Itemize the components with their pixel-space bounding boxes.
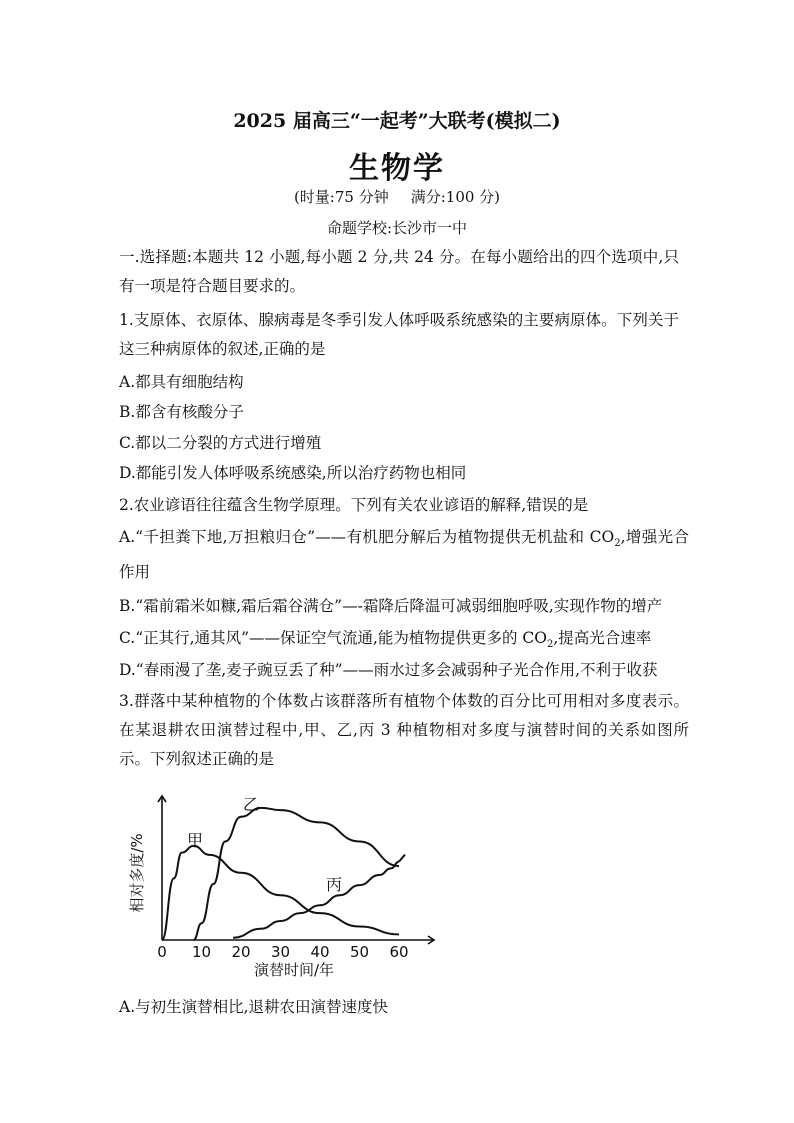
exam-info bbox=[0, 186, 794, 207]
question-3-option-a: A.与初生演替相比,退耕农田演替速度快 bbox=[119, 998, 389, 1016]
series-curve-1 bbox=[194, 808, 399, 940]
plot-area bbox=[158, 796, 434, 944]
question-2-stem: 2.农业谚语往往蕴含生物学原理。下列有关农业谚语的解释,错误的是 bbox=[119, 496, 589, 514]
question-2-option-d: D.“春雨漫了垄,麦子豌豆丢了种”——雨水过多会减弱种子光合作用,不利于收获 bbox=[119, 661, 658, 679]
x-tick-label: 0 bbox=[157, 943, 167, 961]
question-2-option-c: C.“正其行,通其风”——保证空气流通,能为植物提供更多的 $CO_2$,提高光合速率 bbox=[119, 629, 652, 651]
x-tick-label: 20 bbox=[231, 943, 251, 961]
exam-title: 2025 届高三“一起考”大联考(模拟二) bbox=[233, 110, 561, 132]
series-label: 乙 bbox=[243, 795, 260, 814]
x-tick-label: 30 bbox=[270, 943, 291, 961]
question-1-option-b: B.都含有核酸分子 bbox=[119, 403, 244, 421]
series-label: 甲 bbox=[187, 831, 204, 850]
x-tick-label: 50 bbox=[349, 943, 370, 961]
series-label: 丙 bbox=[326, 875, 343, 894]
x-tick-label: 10 bbox=[191, 943, 212, 961]
question-1-option-c: C.都以二分裂的方式进行增殖 bbox=[119, 434, 322, 452]
x-tick-label: 60 bbox=[389, 943, 409, 961]
question-1-option-d: D.都能引发人体呼吸系统感染,所以治疗药物也相同 bbox=[119, 464, 467, 482]
section-intro: 一.选择题:本题共 12 小题,每小题 2 分,共 24 分。在每小题给出的四个选项中,只有一项是符合题目要求的。 bbox=[119, 248, 679, 295]
question-3-stem: 3.群落中某种植物的个体数占该群落所有植物个体数的百分比可用相对多度表示。在某退耕农田演替过程中,甲、乙,丙 3 种植物相对多度与演替时间的关系如图所示。下列叙述正确的是 bbox=[119, 692, 689, 768]
x-axis-label: 演替时间/年 bbox=[253, 961, 335, 979]
succession-chart bbox=[112, 788, 442, 988]
series-end-tick bbox=[399, 855, 405, 862]
school-line: 命题学校:长沙市一中 bbox=[326, 219, 468, 237]
y-axis-label: 相对多度/% bbox=[128, 833, 146, 913]
series-curve-0 bbox=[162, 846, 399, 940]
question-2-option-b: B.“霜前霜米如糠,霜后霜谷满仓”—-霜降后降温可减弱细胞呼吸,实现作物的增产 bbox=[119, 597, 663, 615]
question-1-stem: 1.支原体、衣原体、腺病毒是冬季引发人体呼吸系统感染的主要病原体。下列关于这三种病原体的叙述,正确的是 bbox=[119, 311, 679, 358]
exam-time: (时量:75 分钟 bbox=[293, 188, 389, 206]
curves bbox=[162, 808, 405, 940]
question-1-option-a: A.都具有细胞结构 bbox=[119, 373, 244, 391]
x-tick-label: 40 bbox=[310, 943, 330, 961]
subject-title: 生物学 bbox=[349, 151, 445, 186]
question-2-option-a: A.“千担粪下地,万担粮归仓”——有机肥分解后为植物提供无机盐和 $CO_2$,增强光合作用 bbox=[119, 528, 689, 582]
series-curve-2 bbox=[233, 862, 399, 938]
exam-score: 满分:100 分) bbox=[410, 188, 501, 206]
